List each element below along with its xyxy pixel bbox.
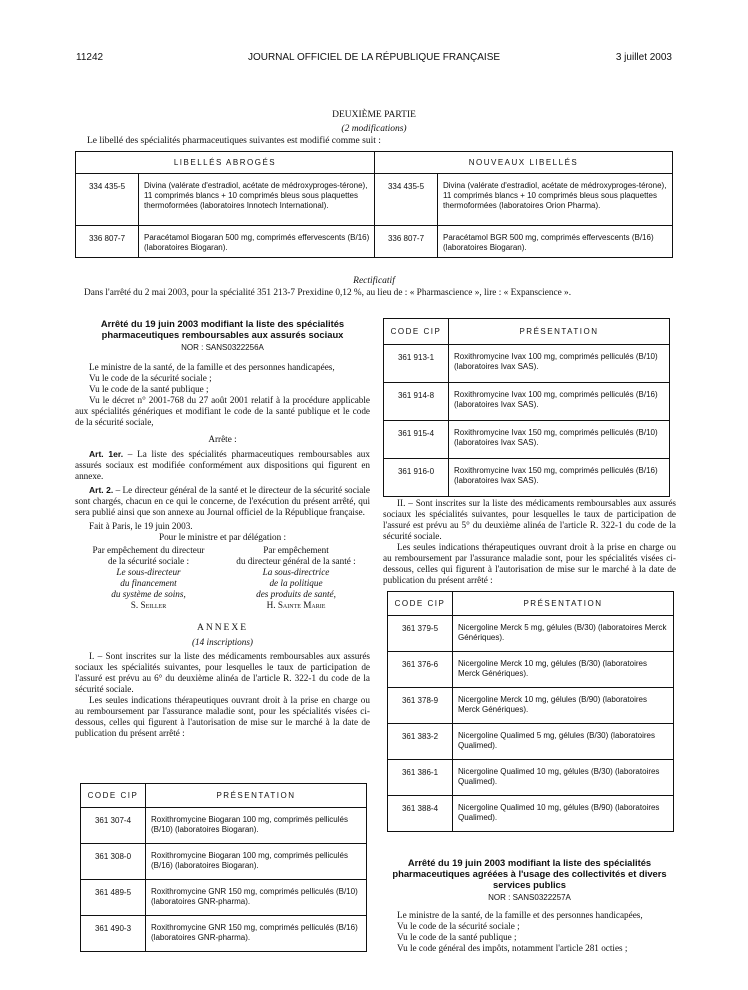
cip-code: 361 378-9 [388, 688, 453, 724]
cip-code: 361 490-3 [81, 916, 146, 952]
sig-line: Le sous-directeur [116, 567, 181, 577]
cip-code: 361 307-4 [81, 808, 146, 844]
code-old: 334 435-5 [76, 174, 139, 226]
presentation-text: Roxithromycine Biogaran 100 mg, comprimés pelliculés (B/10) (laboratoires Biogaran). [146, 808, 367, 844]
sig-line: du directeur général de la santé : [236, 556, 356, 566]
annexe-table-1 [80, 783, 367, 952]
rectificatif-title: Rectificatif [353, 276, 395, 286]
arrete1-arrete: Arrête : [208, 434, 237, 444]
arrete1-title: Arrêté du 19 juin 2003 modifiant la liste des spécialités pharmaceutiques remboursables aux assurés sociaux [100, 318, 345, 340]
art2-label: Art. 2. [89, 485, 114, 495]
section2-p1: II. – Sont inscrites sur la liste des médicaments remboursables aux assurés sociaux les spécialités suivantes, pour lesquelles le taux de participation de l'assuré est prévu au 5° du deuxième alinéa de l'article R. 322-1 du code de la sécurité sociale. [383, 498, 676, 541]
presentation-text: Roxithromycine GNR 150 mg, comprimés pelliculés (B/16) (laboratoires GNR-pharma). [146, 916, 367, 952]
presentation-text: Roxithromycine Ivax 100 mg, comprimés pelliculés (B/16) (laboratoires Ivax SAS). [449, 383, 670, 421]
cip-code: 361 383-2 [388, 724, 453, 760]
art1-text: – La liste des spécialités pharmaceutiques remboursables aux assurés sociaux est modifiée conformément aux dispositions qui figurent en annexe. [75, 449, 370, 481]
cip-code: 361 915-4 [384, 421, 449, 459]
table-row [388, 616, 674, 652]
table-row [76, 226, 673, 258]
sig-line: de la politique [269, 578, 323, 588]
modifications-table [75, 151, 673, 258]
sig-line: La sous-directrice [262, 567, 330, 577]
presentation-text: Nicergoline Qualimed 10 mg, gélules (B/90) (laboratoires Qualimed). [453, 796, 674, 832]
issue-date: 3 juillet 2003 [615, 52, 672, 63]
arrete1-p2: Vu le code de la sécurité sociale ; [89, 373, 212, 383]
col-header-code: CODE CIP [81, 784, 146, 808]
cip-code: 361 386-1 [388, 760, 453, 796]
arrete1-p4: Vu le décret n° 2001-768 du 27 août 2001 relatif à la procédure applicable aux spécialités génériques et modifiant le code de la santé publique et le code de la sécurité sociale, [75, 395, 370, 427]
arrete2-p2: Vu le code de la sécurité sociale ; [397, 921, 520, 931]
arrete1-nor: NOR : SANS0322256A [181, 343, 264, 352]
table-row [388, 652, 674, 688]
presentation-text: Nicergoline Merck 5 mg, gélules (B/30) (laboratoires Merck Génériques). [453, 616, 674, 652]
table-row [384, 421, 670, 459]
section2-text [383, 498, 676, 586]
art2-text: – Le directeur général de la santé et le directeur de la sécurité sociale sont chargés, chacun en ce qui le concerne, de l'exécution du présent arrêté, qui sera publié ainsi que son annexe au Journal officiel de la République française. [75, 485, 370, 517]
presentation-text: Nicergoline Qualimed 10 mg, gélules (B/30) (laboratoires Qualimed). [453, 760, 674, 796]
sig-line: de la sécurité sociale : [107, 556, 190, 566]
col-header-presentation: PRÉSENTATION [146, 784, 367, 808]
signature-left [75, 545, 222, 611]
arrete1-pour: Pour le ministre et par délégation : [158, 532, 287, 542]
col-header-abroges: LIBELLÉS ABROGÉS [76, 152, 375, 174]
table-row [388, 760, 674, 796]
presentation-text: Nicergoline Merck 10 mg, gélules (B/90) (laboratoires Merck Génériques). [453, 688, 674, 724]
annexe-subtitle: (14 inscriptions) [192, 637, 253, 647]
col-header-nouveaux: NOUVEAUX LIBELLÉS [375, 152, 673, 174]
text-new: Divina (valérate d'estradiol, acétate de médroxyproges-térone), 11 comprimés blancs + 10 comprimés bleus sous plaquettes thermoformées (laboratoires Orion Pharma). [438, 174, 673, 226]
table-row [384, 459, 670, 497]
code-old: 336 807-7 [76, 226, 139, 258]
sig-line: du système de soins, [111, 589, 186, 599]
text-old: Divina (valérate d'estradiol, acétate de médroxyproges-térone), 11 comprimés blancs + 10 comprimés bleus sous plaquettes thermoformées (laboratoires Innotech International). [139, 174, 375, 226]
page-number: 11242 [76, 52, 104, 63]
arrete1-art1 [75, 449, 370, 482]
sig-line: Par empêchement du directeur [92, 545, 205, 555]
table-row [81, 880, 367, 916]
arrete1-p1: Le ministre de la santé, de la famille et des personnes handicapées, [89, 362, 335, 372]
cip-code: 361 376-6 [388, 652, 453, 688]
text-new: Paracétamol BGR 500 mg, comprimés effervescents (B/16) (laboratoires Biogaran). [438, 226, 673, 258]
col-header-code: CODE CIP [388, 592, 453, 616]
presentation-text: Roxithromycine Ivax 100 mg, comprimés pelliculés (B/10) (laboratoires Ivax SAS). [449, 345, 670, 383]
annexe-table-2 [383, 318, 670, 497]
cip-code: 361 379-5 [388, 616, 453, 652]
sig-name: S. Seiller [130, 600, 167, 610]
arrete1-fait: Fait à Paris, le 19 juin 2003. [89, 521, 193, 531]
table-row [384, 383, 670, 421]
cip-code: 361 914-8 [384, 383, 449, 421]
presentation-text: Nicergoline Qualimed 5 mg, gélules (B/30) (laboratoires Qualimed). [453, 724, 674, 760]
table-row [81, 808, 367, 844]
table-row [81, 844, 367, 880]
code-new: 334 435-5 [375, 174, 438, 226]
annexe-p1: I. – Sont inscrites sur la liste des médicaments remboursables aux assurés sociaux les spécialités suivantes, pour lesquelles le taux de participation de l'assuré est prévu au 6° du deuxième alinéa de l'article R. 322-1 du code de la sécurité sociale. [75, 651, 370, 694]
cip-code: 361 388-4 [388, 796, 453, 832]
signatures [75, 545, 370, 611]
table-row [384, 345, 670, 383]
sig-name: H. Sainte Marie [266, 600, 326, 610]
left-column [75, 318, 370, 739]
arrete2-section [383, 857, 676, 954]
cip-code: 361 913-1 [384, 345, 449, 383]
arrete1-p3: Vu le code de la santé publique ; [89, 384, 209, 394]
signature-right [222, 545, 370, 611]
sig-line: Par empêchement [263, 545, 329, 555]
presentation-text: Roxithromycine Biogaran 100 mg, comprimés pelliculés (B/16) (laboratoires Biogaran). [146, 844, 367, 880]
table-row [81, 916, 367, 952]
sig-line: des produits de santé, [256, 589, 336, 599]
annexe-title: ANNEXE [196, 623, 249, 633]
table-row [388, 724, 674, 760]
art1-label: Art. 1er. [89, 449, 124, 459]
annexe-table-3 [387, 591, 674, 832]
presentation-text: Roxithromycine Ivax 150 mg, comprimés pelliculés (B/10) (laboratoires Ivax SAS). [449, 421, 670, 459]
arrete2-title: Arrêté du 19 juin 2003 modifiant la liste des spécialités pharmaceutiques agréées à l'usage des collectivités et divers services publics [392, 857, 667, 890]
arrete2-p3: Vu le code de la santé publique ; [397, 932, 517, 942]
arrete1-art2 [75, 485, 370, 518]
table-row [388, 688, 674, 724]
part-subtitle: (2 modifications) [341, 124, 407, 134]
arrete2-nor: NOR : SANS0322257A [488, 893, 571, 902]
col-header-presentation: PRÉSENTATION [453, 592, 674, 616]
cip-code: 361 308-0 [81, 844, 146, 880]
col-header-code: CODE CIP [384, 319, 449, 345]
journal-title: JOURNAL OFFICIEL DE LA RÉPUBLIQUE FRANÇAISE [247, 52, 501, 63]
cip-code: 361 916-0 [384, 459, 449, 497]
presentation-text: Roxithromycine GNR 150 mg, comprimés pelliculés (B/10) (laboratoires GNR-pharma). [146, 880, 367, 916]
part-title: DEUXIÈME PARTIE [332, 110, 416, 120]
sig-line: du financement [120, 578, 177, 588]
arrete2-p4: Vu le code général des impôts, notamment l'article 281 octies ; [397, 943, 628, 953]
part-intro: Le libellé des spécialités pharmaceutiques suivantes est modifié comme suit : [87, 136, 381, 146]
presentation-text: Nicergoline Merck 10 mg, gélules (B/30) (laboratoires Merck Génériques). [453, 652, 674, 688]
presentation-text: Roxithromycine Ivax 150 mg, comprimés pelliculés (B/16) (laboratoires Ivax SAS). [449, 459, 670, 497]
cip-code: 361 489-5 [81, 880, 146, 916]
text-old: Paracétamol Biogaran 500 mg, comprimés effervescents (B/16) (laboratoires Biogaran). [139, 226, 375, 258]
section2-p2: Les seules indications thérapeutiques ouvrant droit à la prise en charge ou au remboursement par l'assurance maladie sont, pour les spécialités visées ci-dessous, celles qui figurent à l'autorisation de mise sur le marché à la date de publication du présent arrêté : [383, 542, 676, 585]
annexe-p2: Les seules indications thérapeutiques ouvrant droit à la prise en charge ou au remboursement par l'assurance maladie sont, pour les spécialités visées ci-dessous, celles qui figurent à l'autorisation de mise sur le marché à la date de publication du présent arrêté : [75, 695, 370, 738]
code-new: 336 807-7 [375, 226, 438, 258]
rectificatif-text: Dans l'arrêté du 2 mai 2003, pour la spécialité 351 213-7 Prexidine 0,12 %, au lieu de : « Pharmascience », lire : « Expanscience ». [84, 288, 572, 298]
table-row [76, 174, 673, 226]
arrete2-p1: Le ministre de la santé, de la famille et des personnes handicapées, [397, 910, 643, 920]
table-row [388, 796, 674, 832]
col-header-presentation: PRÉSENTATION [449, 319, 670, 345]
